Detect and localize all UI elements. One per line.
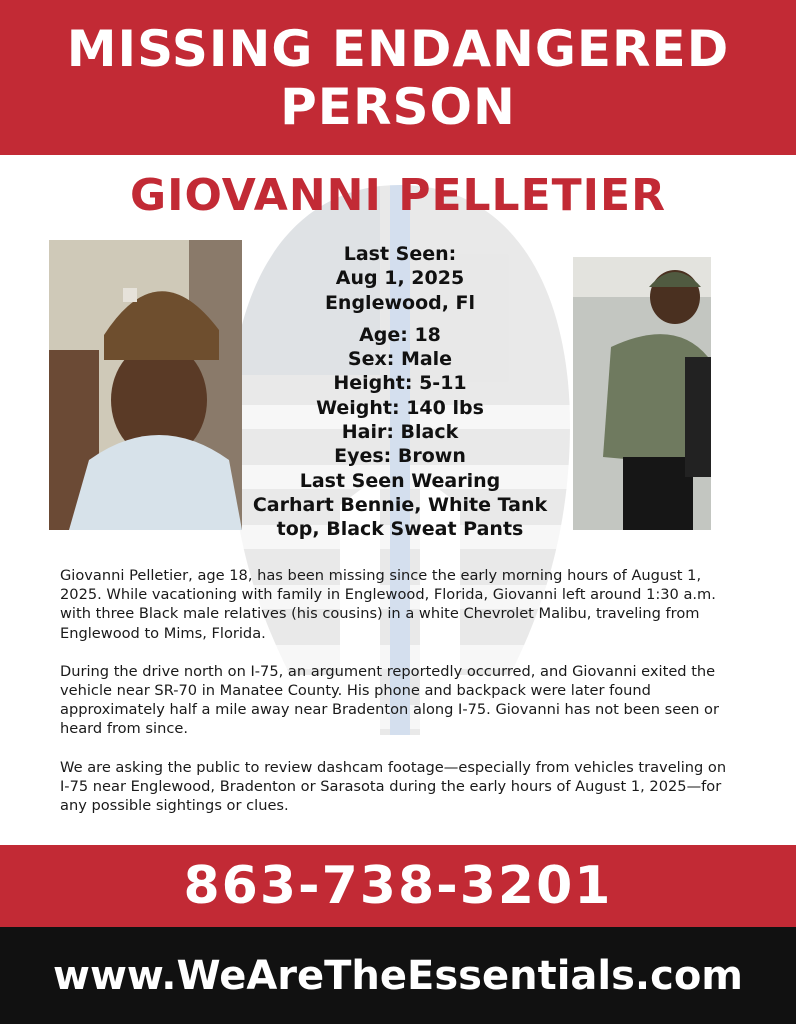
hair: Hair: Black [341, 421, 459, 444]
weight: Weight: 140 lbs [316, 396, 484, 419]
website-banner [0, 927, 796, 1024]
last-seen-place: Englewood, Fl [324, 291, 476, 314]
photo-right [573, 257, 711, 530]
last-seen-date: Aug 1, 2025 [335, 267, 465, 290]
height: Height: 5-11 [333, 372, 467, 395]
age: Age: 18 [359, 323, 441, 346]
case-narrative [60, 566, 740, 834]
narrative-paragraph-2: During the drive north on I-75, an argument reportedly occurred, and Giovanni exited the vehicle near SR-70 in Manatee County. His phone and backpack were later found approximately half a mile away near Bradenton along I-75. Giovanni has not been seen or heard from since. [60, 662, 719, 738]
wearing-label: Last Seen Wearing [299, 469, 501, 492]
details-gap [240, 315, 560, 323]
header-title-line-2: PERSON [280, 77, 516, 136]
contact-website[interactable]: www.WeAreTheEssentials.com [53, 952, 743, 999]
eyes: Eyes: Brown [334, 445, 466, 468]
sex: Sex: Male [347, 348, 453, 371]
last-seen-label: Last Seen: [343, 243, 457, 265]
person-details [240, 242, 560, 542]
contact-phone[interactable]: 863-738-3201 [183, 856, 613, 916]
photo-left [49, 240, 242, 530]
wearing-line-1: Carhart Bennie, White Tank [252, 493, 548, 516]
header-title-line-1: MISSING ENDANGERED [66, 19, 730, 78]
narrative-paragraph-3: We are asking the public to review dashcam footage—especially from vehicles traveling on I-75 near Englewood, Bradenton or Sarasota during the early hours of August 1, 2025—for any possible sightings or clues. [60, 758, 727, 815]
missing-person-name: GIOVANNI PELLETIER [130, 170, 666, 221]
wearing-line-2: top, Black Sweat Pants [276, 518, 524, 541]
phone-banner [0, 845, 796, 927]
header-banner [0, 0, 796, 155]
narrative-paragraph-1: Giovanni Pelletier, age 18, has been missing since the early morning hours of August 1, 2025. While vacationing with family in Englewood, Florida, Giovanni left around 1:30 a.m. with three Black male relatives (his cousins) in a white Chevrolet Malibu, traveling from Englewood to Mims, Florida. [60, 567, 716, 642]
